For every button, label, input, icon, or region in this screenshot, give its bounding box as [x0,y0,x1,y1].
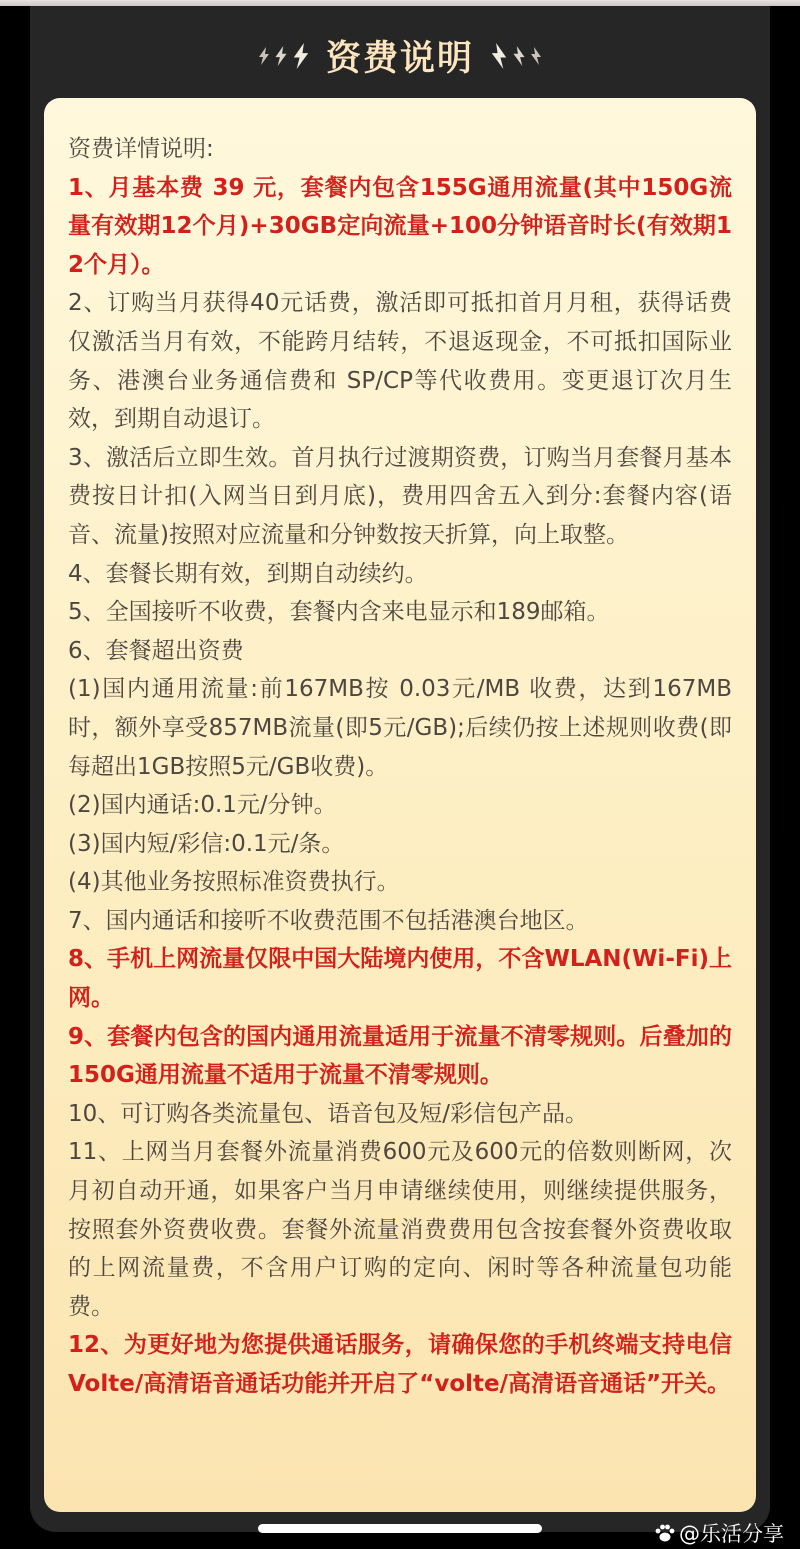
lightning-small-icon [512,46,526,66]
clause-1-monthly-fee: 1、月基本费 39 元，套餐内包含155G通用流量(其中150G流量有效期12个月)+30GB定向流量+100分钟语音时长(有效期12个月）。 [68,174,732,278]
header [30,28,770,84]
clause-6-overage-heading: 6、套餐超出资费 [68,637,244,664]
page-title: 资费说明 [325,39,474,79]
clause-10-addon-packs: 10、可订购各类流量包、语音包及短/彩信包产品。 [68,1100,589,1127]
clause-11-data-cap: 11、上网当月套餐外流量消费600元及600元的倍数则断网，次月初自动开通，如果客户当月申请继续使用，则继续提供服务，按照套外资费收费。套餐外流量消费费用包含按套餐外资费收取的上网流量费，不含用户订购的定向、闲时等各种流量包功能费。 [68,1139,732,1320]
lightning-icon [292,43,310,69]
watermark [653,1518,784,1548]
clause-2-bonus-credit: 2、订购当月获得40元话费，激活即可抵扣首月月租，获得话费仅激活当月有效，不能跨月结转，不退返现金，不可抵扣国际业务、港澳台业务通信费和 SP/CP等代收费用。变更退订次月生效，到期自动退订。 [68,290,732,433]
pricing-details-card [44,98,756,1512]
watermark-text: @乐活分享 [679,1522,784,1546]
clause-9-rollover-rule: 9、套餐内包含的国内通用流量适用于流量不清零规则。后叠加的150G通用流量不适用于流量不清零规则。 [68,1023,732,1089]
paw-icon [653,1521,677,1545]
home-indicator[interactable] [258,1524,542,1533]
clause-6-3-sms-overage: (3)国内短/彩信:0.1元/条。 [68,830,345,857]
left-lightning-icons [258,43,310,69]
clause-6-4-other-services: (4)其他业务按照标准资费执行。 [68,869,400,896]
clause-7-region: 7、国内通话和接听不收费范围不包括港澳台地区。 [68,907,589,934]
clause-4-validity: 4、套餐长期有效，到期自动续约。 [68,560,428,587]
details-heading: 资费详情说明: [68,136,214,162]
right-lightning-icons [490,43,542,69]
clause-3-activation: 3、激活后立即生效。首月执行过渡期资费，订购当月套餐月基本费按日计扣(入网当日到月底)，费用四舍五入到分:套餐内容(语音、流量)按照对应流量和分钟数按天折算，向上取整。 [68,444,732,548]
lightning-small-icon [274,46,288,66]
lightning-small-icon [530,47,542,65]
pricing-frame [30,6,770,1532]
clause-6-1-data-overage: (1)国内通用流量:前167MB按 0.03元/MB 收费，达到167MB时，额外享受857MB流量(即5元/GB);后续仍按上述规则收费(即每超出1GB按照5元/GB收费)。 [68,676,732,780]
clause-12-volte: 12、为更好地为您提供通话服务，请确保您的手机终端支持电信 Volte/高清语音通话功能并开启了“volte/高清语音通话”开关。 [68,1332,732,1397]
clause-6-2-call-overage: (2)国内通话:0.1元/分钟。 [68,792,337,819]
lightning-icon [490,43,508,69]
clause-8-mainland-only: 8、手机上网流量仅限中国大陆境内使用，不含WLAN(Wi-Fi)上网。 [68,946,732,1012]
lightning-small-icon [258,47,270,65]
clause-5-free-answering: 5、全国接听不收费，套餐内含来电显示和189邮箱。 [68,599,610,626]
